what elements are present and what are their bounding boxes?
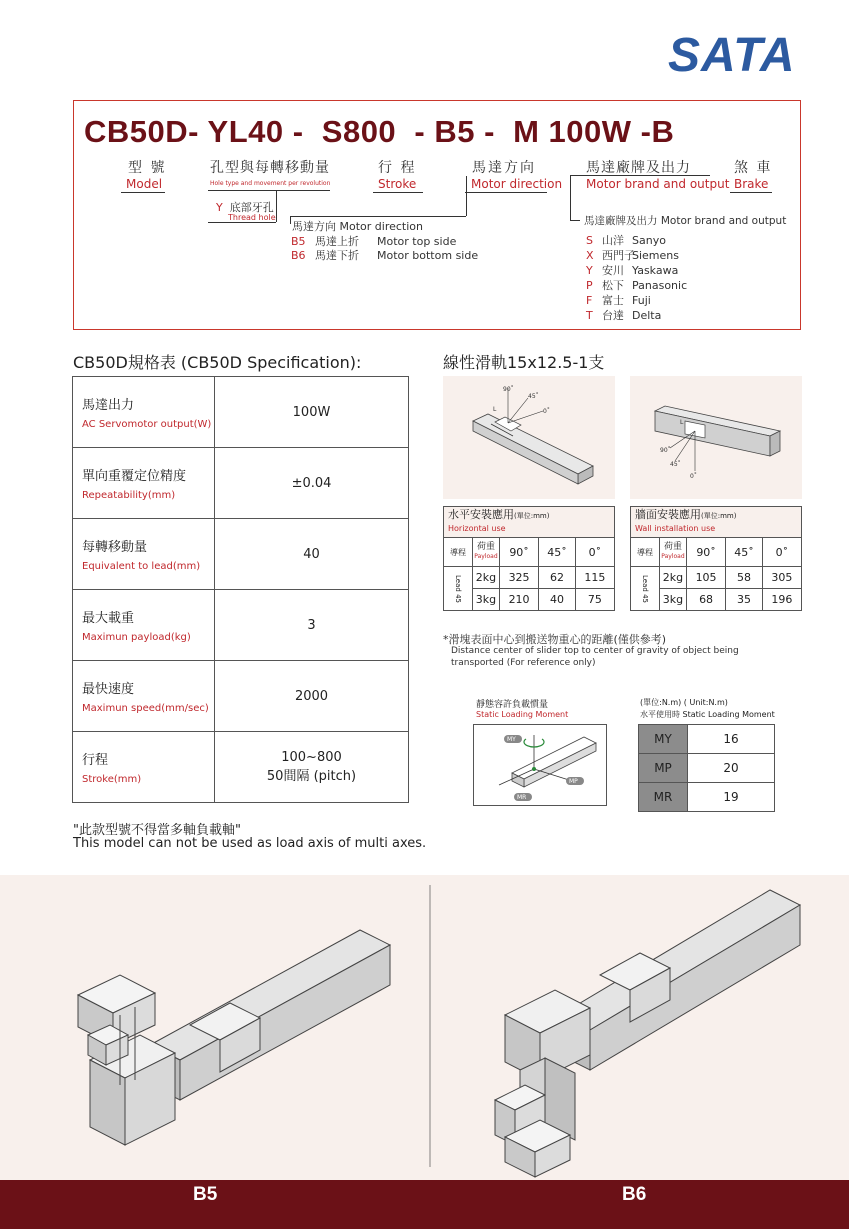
spec-label-zh: 每轉移動量 [82,540,148,555]
motor-brand-list [586,233,687,323]
value-cell: 325 [499,567,538,589]
footer-bar [0,1180,849,1229]
b6-en: Motor bottom side [377,249,479,262]
direction-tick [290,216,291,224]
sata-logo: SATA [668,29,796,82]
value-cell: 58 [726,567,763,589]
angle-header: 90˚ [686,538,725,567]
hole-connector [276,190,277,222]
brand-panasonic [586,278,687,293]
angle-header: 90˚ [499,538,538,567]
payload-zh: 荷重 [663,542,682,552]
value-cell: 62 [539,567,576,589]
warning-en: This model can not be used as load axis of multi axes. [73,836,427,851]
center-note-en2: transported (For reference only) [451,658,596,668]
brand-zh: 山洋 [602,234,624,247]
angle-header: 0˚ [575,538,614,567]
title-zh: 牆面安裝應用 [635,508,701,521]
hole-zh: 底部牙孔 [229,201,274,214]
part-direction-en: Motor direction [471,177,563,191]
part-direction-underline [465,192,547,193]
angle-header: 0˚ [762,538,801,567]
motor-brand-title: 馬達廠牌及出力 Motor brand and output [584,215,787,227]
part-model-en: Model [126,177,163,191]
lead-cell [444,567,473,611]
table-row [639,725,775,754]
spec-value [215,661,409,732]
payload-en: Payload [474,553,498,560]
direction-connector [466,176,467,216]
b6-code: B6 [291,249,306,262]
spec-label-en: Maximun speed(mm/sec) [82,703,209,714]
brand-code: X [586,249,594,262]
rail-title: 線性滑軌15x12.5-1支 [443,353,605,372]
moment-key: MY [639,725,688,754]
brand-zh: 西門子 [602,249,635,262]
moment-value: 19 [688,783,775,812]
spec-value [215,590,409,661]
spec-row [73,590,409,661]
hole-en: Thread hole [228,213,276,222]
brand-zh: 安川 [602,264,624,277]
payload-cell: 2kg [472,567,499,589]
brand-code: S [586,234,593,247]
model-code: CB50D- YL40 - S800 - B5 - M 100W -B [84,114,675,149]
b6-label: B6 [622,1184,647,1205]
brand-en: Yaskawa [632,264,679,277]
brand-zh: 松下 [602,279,624,292]
spec-label-en: AC Servomotor output(W) [82,419,212,430]
spec-value-text: 2000 [294,688,329,704]
part-stroke-en: Stroke [378,177,417,191]
lead-label: Lead 45 [640,574,649,603]
hole-underline2 [208,222,276,223]
payload-zh: 荷重 [476,542,495,552]
brand-yaskawa [586,263,687,278]
brand-en: Panasonic [632,279,688,292]
title-en: Horizontal use [448,524,506,533]
value-cell: 115 [575,567,614,589]
wall-mount-diagram [630,376,802,499]
warning-zh: "此款型號不得當多軸負載軸" [73,823,241,838]
table-row [639,754,775,783]
angle-0: 0˚ [543,408,550,415]
brand-zh: 富士 [602,294,624,307]
brand-code: Y [586,264,593,277]
part-hole-en: Hole type and movement per revolution [210,180,331,187]
payload-en: Payload [661,553,685,560]
direction-underline2 [290,216,466,217]
table-header-row [444,538,615,567]
b5-actuator-illustration [78,930,390,1145]
angle-90: 90˚ [660,447,671,454]
brand-code: P [586,279,593,292]
spec-label [73,448,215,519]
payload-cell: 3kg [659,589,686,611]
brand-tick [570,220,580,221]
brand-en: Delta [632,309,662,322]
part-direction-zh: 馬達方向 [472,160,536,176]
payload-cell: 2kg [659,567,686,589]
length-label: L [680,419,684,426]
value-cell: 105 [686,567,725,589]
motor-direction-title: 馬達方向 Motor direction [292,220,423,233]
title-zh: 水平安裝應用 [448,508,514,521]
moment-key: MR [639,783,688,812]
spec-row [73,661,409,732]
payload-header [659,538,686,567]
payload-cell: 3kg [472,589,499,611]
spec-label-zh: 行程 [82,753,109,768]
angle-45: 45˚ [670,461,681,468]
value-cell: 75 [575,589,614,611]
value-cell: 196 [762,589,801,611]
part-hole-underline [208,190,330,191]
static-moment-sub: 水平使用時 Static Loading Moment [640,710,775,719]
spec-label-zh: 單向重覆定位精度 [82,469,187,484]
spec-label [73,590,215,661]
spec-value-text: 3 [307,617,316,633]
spec-label-zh: 最快速度 [82,682,135,697]
spec-row [73,732,409,803]
part-hole-zh: 孔型與每轉移動量 [210,160,330,176]
table-row [631,567,802,589]
part-stroke-zh: 行 程 [378,160,417,176]
moment-key: MP [639,754,688,783]
horizontal-use-title [444,507,615,538]
unit: (單位:mm) [514,512,550,520]
wall-use-title [631,507,802,538]
value-cell: 68 [686,589,725,611]
lead-header: 導程 [631,538,660,567]
spec-label-en: Maximun payload(kg) [82,632,191,643]
table-row [639,783,775,812]
spec-value-text: 100~800 [281,750,342,765]
horizontal-use-table [443,506,615,611]
b6-zh: 馬達下折 [315,249,359,262]
moment-illustration [474,725,606,805]
moment-label-mp: MP [569,778,578,785]
brand-zh: 台達 [602,309,624,322]
spec-label-en: Equivalent to lead(mm) [82,561,201,572]
wall-use-table [630,506,802,611]
value-cell: 40 [539,589,576,611]
table-header-row [631,507,802,538]
spec-value [215,448,409,519]
lead-header: 導程 [444,538,473,567]
brand-siemens [586,248,687,263]
spec-label-zh: 馬達出力 [82,398,135,413]
spec-value [215,519,409,590]
value-cell: 305 [762,567,801,589]
brand-code: T [586,309,593,322]
center-note-zh: *滑塊表面中心到搬送物重心的距離(僅供參考) [443,633,667,646]
spec-table [72,376,409,803]
table-row [444,567,615,589]
spec-value [215,377,409,448]
part-brake-en: Brake [734,177,769,191]
static-moment-table [638,724,775,812]
title-en: Wall installation use [635,524,716,533]
brand-fuji [586,293,687,308]
horizontal-mount-illustration [443,376,615,499]
spec-value [215,732,409,803]
b5-en: Motor top side [377,235,457,248]
value-cell: 210 [499,589,538,611]
b5-zh: 馬達上折 [315,235,359,248]
table-header-row [631,538,802,567]
b5-label: B5 [193,1184,218,1205]
brand-delta [586,308,687,323]
brand-en: Siemens [632,249,679,262]
static-moment-diagram [473,724,607,806]
spec-label [73,732,215,803]
b5-code: B5 [291,235,306,248]
moment-label-mr: MR [517,794,527,801]
center-note-en1: Distance center of slider top to center of gravity of object being [451,646,739,656]
part-model-underline [121,192,165,193]
spec-value-text: 100W [292,404,331,420]
part-stroke-underline [373,192,423,193]
lead-cell [631,567,660,611]
angle-header: 45˚ [539,538,576,567]
lead-label: Lead 45 [453,574,462,603]
brand-sanyo [586,233,687,248]
part-model-zh: 型 號 [128,160,167,176]
motor-direction-item-b6 [291,248,478,263]
brand-en: Fuji [632,294,651,307]
moment-value: 16 [688,725,775,754]
wall-mount-illustration [630,376,802,499]
spec-label-zh: 最大載重 [82,611,135,626]
table-header-row [444,507,615,538]
spec-value-text: ±0.04 [291,475,332,491]
brand-connector [570,175,571,220]
static-moment-title-zh: 靜態容許負載慣量 [476,700,549,710]
product-illustrations [0,875,849,1180]
b6-actuator-illustration [495,890,800,1177]
spec-label [73,661,215,732]
spec-row [73,519,409,590]
spec-label [73,519,215,590]
angle-45: 45˚ [528,393,539,400]
part-brake-zh: 煞 車 [734,160,773,176]
spec-label [73,377,215,448]
payload-header [472,538,499,567]
spec-value-text2: 50間隔 (pitch) [266,769,357,784]
spec-label-en: Stroke(mm) [82,774,142,785]
angle-0: 0˚ [690,473,697,480]
motor-direction-item-b5 [291,234,456,249]
unit: (單位:mm) [701,512,737,520]
moment-value: 20 [688,754,775,783]
spec-row [73,448,409,519]
static-moment-title-en: Static Loading Moment [476,710,569,719]
part-brand-underline [570,175,710,176]
angle-header: 45˚ [726,538,763,567]
brand-code: F [586,294,593,307]
moment-label-my: MY [507,736,516,743]
angle-90: 90˚ [503,386,514,393]
spec-title: CB50D規格表 (CB50D Specification): [73,353,362,372]
part-brake-underline [730,192,772,193]
product-images-panel [0,875,849,1180]
value-cell: 35 [726,589,763,611]
brand-en: Sanyo [632,234,666,247]
spec-row [73,377,409,448]
spec-value-text: 40 [303,546,320,562]
spec-label-en: Repeatability(mm) [82,490,176,501]
part-brand-en: Motor brand and output [586,177,730,191]
static-moment-unit: (單位:N.m) ( Unit:N.m) [640,698,728,707]
length-label: L [493,406,497,413]
part-brand-zh: 馬達廠牌及出力 [586,160,691,176]
hole-code: Y [216,201,223,214]
horizontal-mount-diagram [443,376,615,499]
